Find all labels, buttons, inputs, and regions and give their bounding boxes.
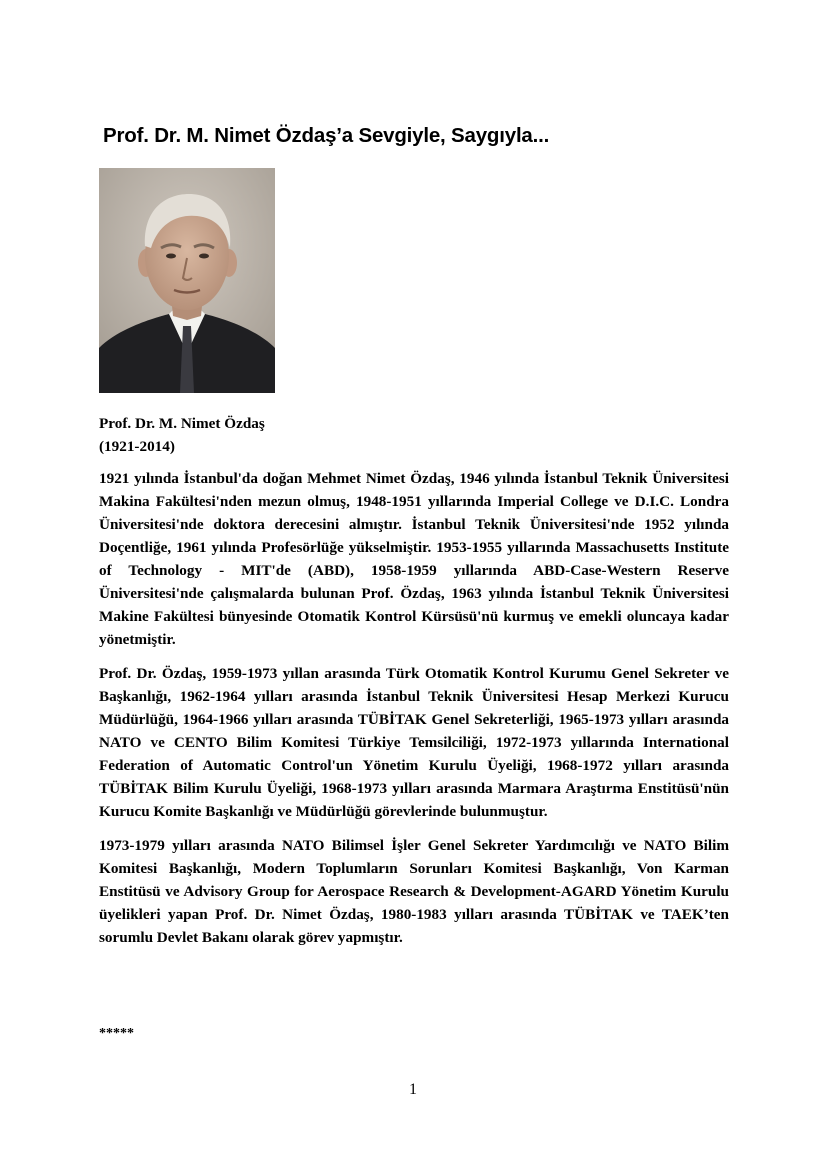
document-title: Prof. Dr. M. Nimet Özdaş’a Sevgiyle, Saygıyla... (103, 124, 550, 147)
portrait-image (99, 168, 275, 393)
paragraph: 1973-1979 yılları arasında NATO Bilimsel İşler Genel Sekreter Yardımcılığı ve NATO Bilim Komitesi Başkanlığı, Modern Toplumların Sorunları Komitesi Başkanlığı, Von Karman Enstitüsü ve Advisory Group for Aerospace Research & Development-AGARD Yönetim Kurulu üyelikleri yapan Prof. Dr. Nimet Özdaş, 1980-1983 yılları arasında TÜBİTAK ve TAEK’ten sorumlu Devlet Bakanı olarak görev yapmıştır. (99, 837, 729, 946)
paragraph: Prof. Dr. Özdaş, 1959-1973 yıllan arasında Türk Otomatik Kontrol Kurumu Genel Sekreter ve Başkanlığı, 1962-1964 yılları arasında İstanbul Teknik Üniversitesi Hesap Merkezi Kurucu Müdürlüğü, 1964-1966 yılları arasında TÜBİTAK Genel Sekreterliği, 1965-1973 yılları arasında NATO ve CENTO Bilim Komitesi Türkiye Temsilciliği, 1972-1973 yıllarında International Federation of Automatic Control'un Yönetim Kurulu Üyeliği, 1968-1972 yılları arasında TÜBİTAK Bilim Kurulu Üyeliği, 1968-1973 yılları arasında Marmara Araştırma Enstitüsü'nün Kurucu Komite Başkanlığı ve Müdürlüğü görevlerinde bulunmuştur. (99, 665, 729, 820)
caption-name: Prof. Dr. M. Nimet Özdaş (99, 415, 265, 432)
photo-caption (99, 412, 399, 458)
page-number: 1 (409, 1081, 417, 1098)
caption-years: (1921-2014) (99, 438, 175, 455)
biography-text (99, 467, 729, 960)
paragraph: 1921 yılında İstanbul'da doğan Mehmet Nimet Özdaş, 1946 yılında İstanbul Teknik Üniversitesi Makina Fakültesi'nden mezun olmuş, 1948-1951 yıllarında Imperial College ve D.I.C. Londra Üniversitesi'nde doktora derecesini almıştır. İstanbul Teknik Üniversitesi'nde 1952 yılında Doçentliğe, 1961 yılında Profesörlüğe yükselmiştir. 1953-1955 yıllarında Massachusetts Institute of Technology - MIT'de (ABD), 1958-1959 yıllarında ABD-Case-Western Reserve Üniversitesi'nde çalışmalarda bulunan Prof. Özdaş, 1963 yılında İstanbul Teknik Üniversitesi Makine Fakültesi bünyesinde Otomatik Kontrol Kürsüsü'nü kurmuş ve emekli oluncaya kadar yönetmiştir. (99, 470, 729, 648)
portrait-photo (99, 168, 275, 393)
separator-stars: ***** (99, 1026, 134, 1041)
